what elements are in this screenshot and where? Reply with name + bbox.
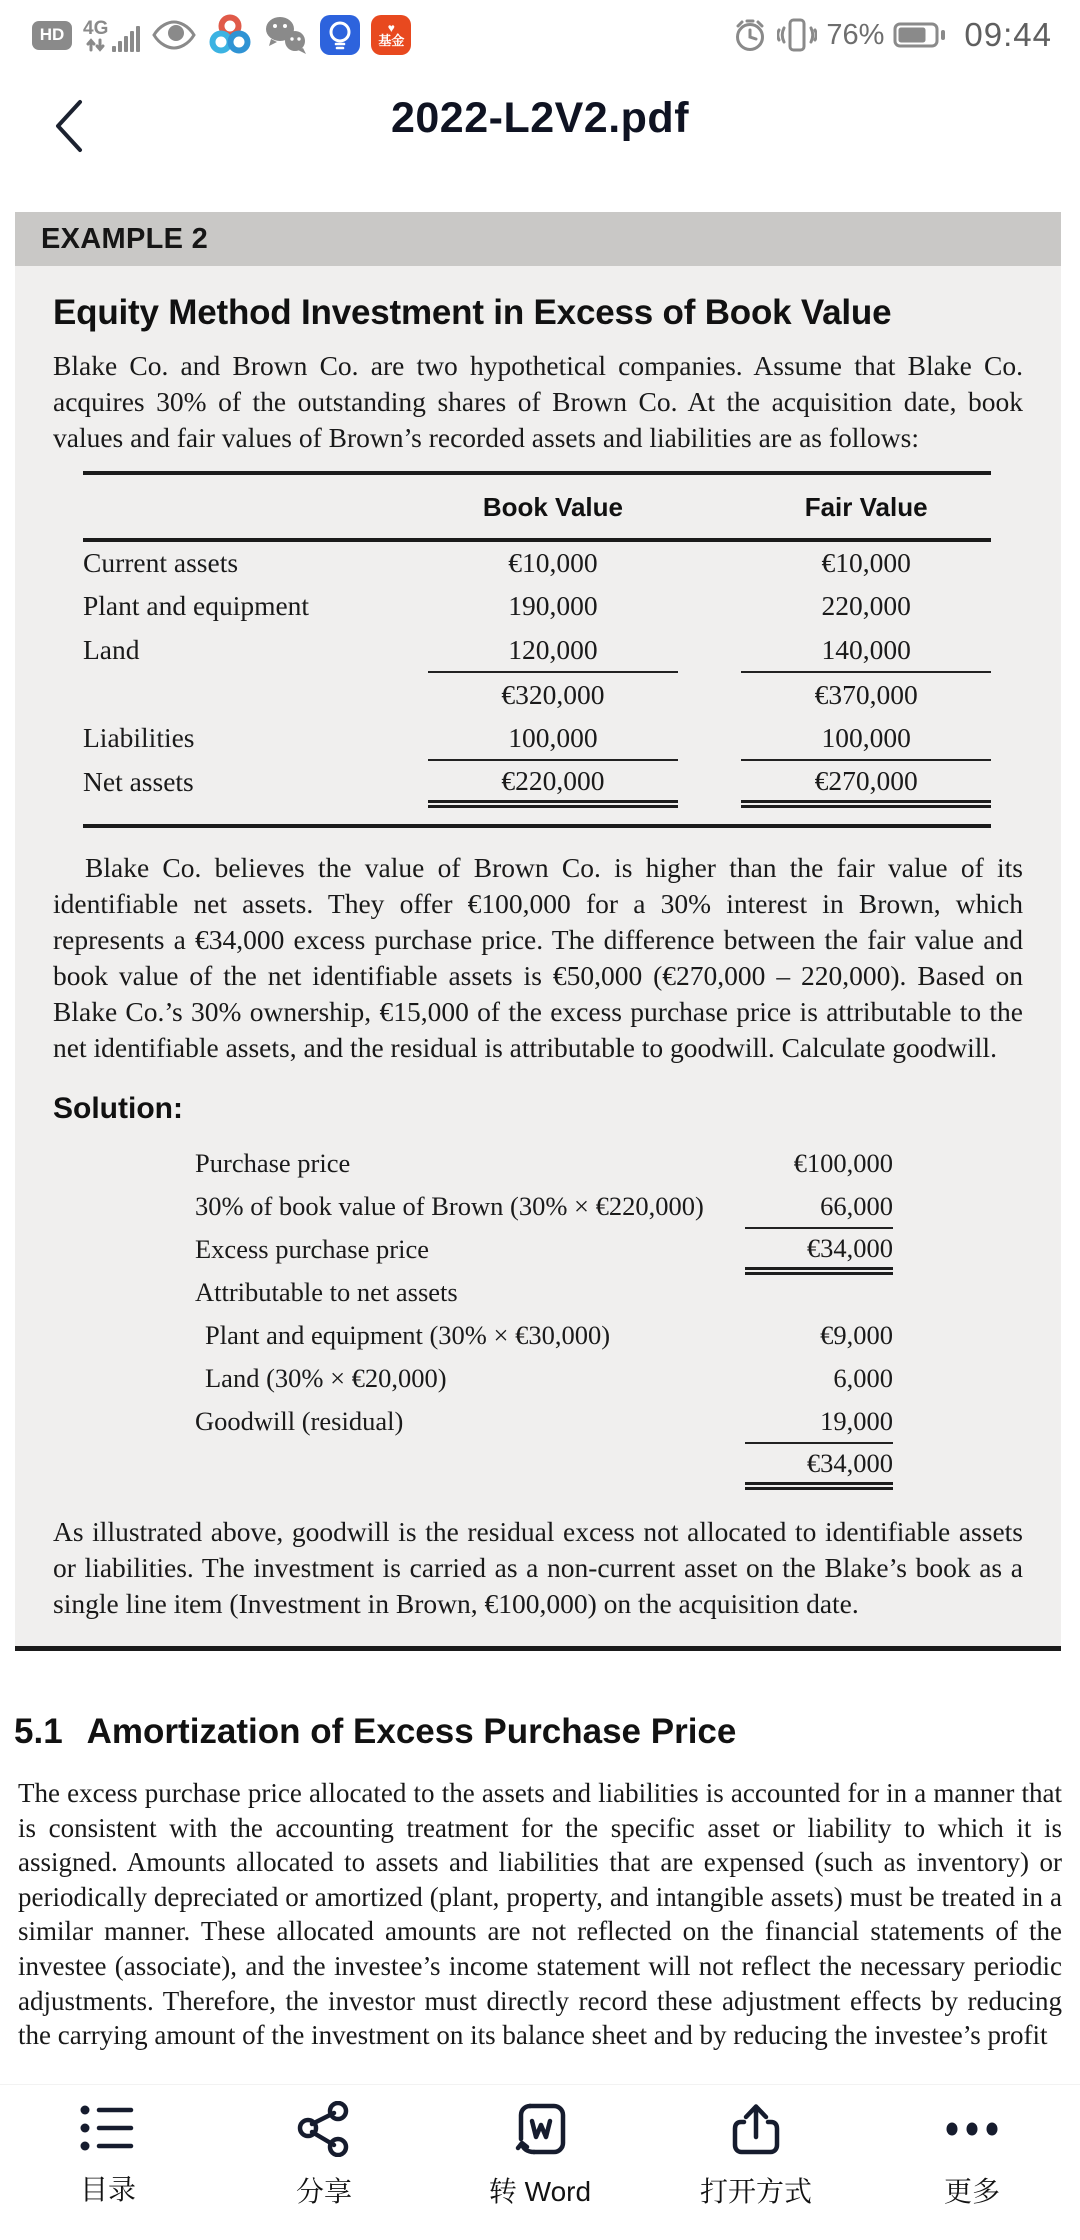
eye-icon: [151, 19, 197, 51]
table-bottom-rule: [83, 824, 991, 828]
problem-paragraph: Blake Co. believes the value of Brown Co. is higher than the fair value of its identifiable net assets. They offer €100,000 for a 30% interest in Brown, which represents a €34,000 excess purchase price. The difference between the fair value and book value of the net identifiable assets is €50,000 (€270,000 – 220,000). Based on Blake Co.’s 30% ownership, €15,000 of the excess purchase price is attributable to the net identifiable assets, and the residual is attributable to goodwill. Calculate goodwill.: [53, 852, 1023, 1063]
fund-coin-icon: ♥: [387, 20, 395, 35]
battery-icon: [893, 20, 949, 50]
intro-paragraph: Blake Co. and Brown Co. are two hypothetical companies. Assume that Blake Co. acquires 30% of the outstanding shares of Brown Co. At the acquisition date, book values and fair values of Brown’s recorded assets and liabilities are as follows:: [53, 350, 1023, 453]
toolbar-label: 更多: [943, 2176, 1000, 2207]
toolbar-label: 目录: [79, 2174, 136, 2205]
solution-row: Plant and equipment (30% × €30,000) €9,000: [205, 1320, 893, 1350]
vibrate-icon: [777, 17, 817, 53]
closing-paragraph: As illustrated above, goodwill is the residual excess not allocated to identifiable assets or liabilities. The investment is carried as a non-current asset on the Blake’s book as a single line item (Investment in Brown, €100,000) on the acquisition date.: [53, 1516, 1023, 1619]
solution-row: Goodwill (residual) 19,000: [195, 1400, 893, 1443]
document-title: 2022-L2V2.pdf: [390, 94, 690, 142]
toc-list-icon: [79, 2101, 137, 2155]
network-type-label: 4G: [83, 17, 109, 39]
example-heading: Equity Method Investment in Excess of Book Value: [53, 293, 892, 332]
status-left-icons: [32, 14, 411, 56]
example-band: [15, 212, 1061, 266]
toolbar-label: 分享: [295, 2176, 352, 2207]
solution-table: [195, 1142, 893, 1490]
hd-badge: [32, 21, 72, 50]
word-doc-icon: [512, 2101, 568, 2157]
example-body: [15, 293, 1061, 1646]
toolbar-item-open-with[interactable]: [696, 2101, 816, 2210]
signal-4g-icon: [83, 19, 140, 52]
solution-row-subtotal: Excess purchase price €34,000: [195, 1228, 893, 1271]
section-body-paragraph: The excess purchase price allocated to the assets and liabilities is accounted for in a manner that is consistent with the accounting treatment for the specific asset or liability to which it is assigned. Amounts allocated to assets and liabilities that are expensed (such as inventory) or periodically depreciated or amortized (plant, property, and intangible assets) must be treated in a similar manner. These allocated amounts are not reflected on the financial statements of the investee (associate), and the investee’s income statement will not reflect the necessary periodic adjustments. Therefore, the investor must directly record these adjustment effects by reducing the carrying amount of the investment on its balance sheet and by reducing the investee’s profit: [18, 1778, 1062, 2051]
section-heading: [14, 1712, 1064, 1752]
solution-label: Solution:: [53, 1092, 183, 1125]
table-row: Current assets €10,000 €10,000: [83, 547, 911, 578]
solution-row-total: €34,000: [195, 1443, 893, 1486]
book-fair-table: [83, 471, 991, 828]
table-row: Land 120,000 140,000: [83, 628, 991, 672]
clock-time: 09:44: [964, 16, 1052, 53]
col-book-value: Book Value: [428, 473, 678, 540]
table-row: Liabilities 100,000 100,000: [83, 716, 991, 760]
signal-bars-icon: [112, 26, 140, 52]
example-box: [15, 212, 1061, 1651]
section-number: 5.1: [14, 1712, 63, 1751]
solution-row: Attributable to net assets: [195, 1277, 458, 1307]
toolbar-item-share[interactable]: [264, 2101, 384, 2210]
nav-bar: [0, 60, 1080, 188]
table-header-row: [83, 473, 991, 540]
table-row: Plant and equipment 190,000 220,000: [83, 590, 911, 621]
section-title: Amortization of Excess Purchase Price: [86, 1712, 737, 1751]
fund-app-label: 基金: [378, 33, 405, 49]
open-with-icon: [728, 2101, 784, 2157]
toolbar-item-toc[interactable]: [48, 2101, 168, 2208]
toolbar-label: 转 Word: [488, 2176, 592, 2207]
example-label: EXAMPLE 2: [41, 222, 209, 255]
fund-app-icon: [371, 15, 411, 55]
hd-label: HD: [39, 25, 65, 44]
more-dots-icon: [942, 2101, 1002, 2157]
toolbar-item-more[interactable]: [912, 2101, 1032, 2210]
updown-arrows-icon: [85, 38, 107, 52]
solution-row: Purchase price €100,000: [195, 1148, 893, 1178]
col-fair-value: Fair Value: [741, 473, 991, 540]
share-nodes-icon: [296, 2101, 352, 2157]
toolbar-label: 打开方式: [699, 2176, 812, 2207]
bottom-toolbar: [0, 2084, 1080, 2240]
table-row-subtotal: €320,000 €370,000: [501, 678, 918, 710]
alarm-clock-icon: [732, 17, 768, 53]
lightbulb-app-icon: [320, 15, 360, 55]
solution-row: 30% of book value of Brown (30% × €220,000) 66,000: [195, 1185, 893, 1228]
toolbar-item-word[interactable]: [480, 2101, 600, 2210]
status-right-icons: [732, 16, 1052, 54]
status-bar: [0, 0, 1080, 60]
rings-app-icon: [208, 14, 252, 56]
solution-row: Land (30% × €20,000) 6,000: [205, 1363, 893, 1393]
table-row-total: Net assets €220,000 €270,000: [83, 760, 991, 804]
wechat-icon: [263, 15, 309, 55]
battery-percent: 76%: [826, 18, 885, 51]
